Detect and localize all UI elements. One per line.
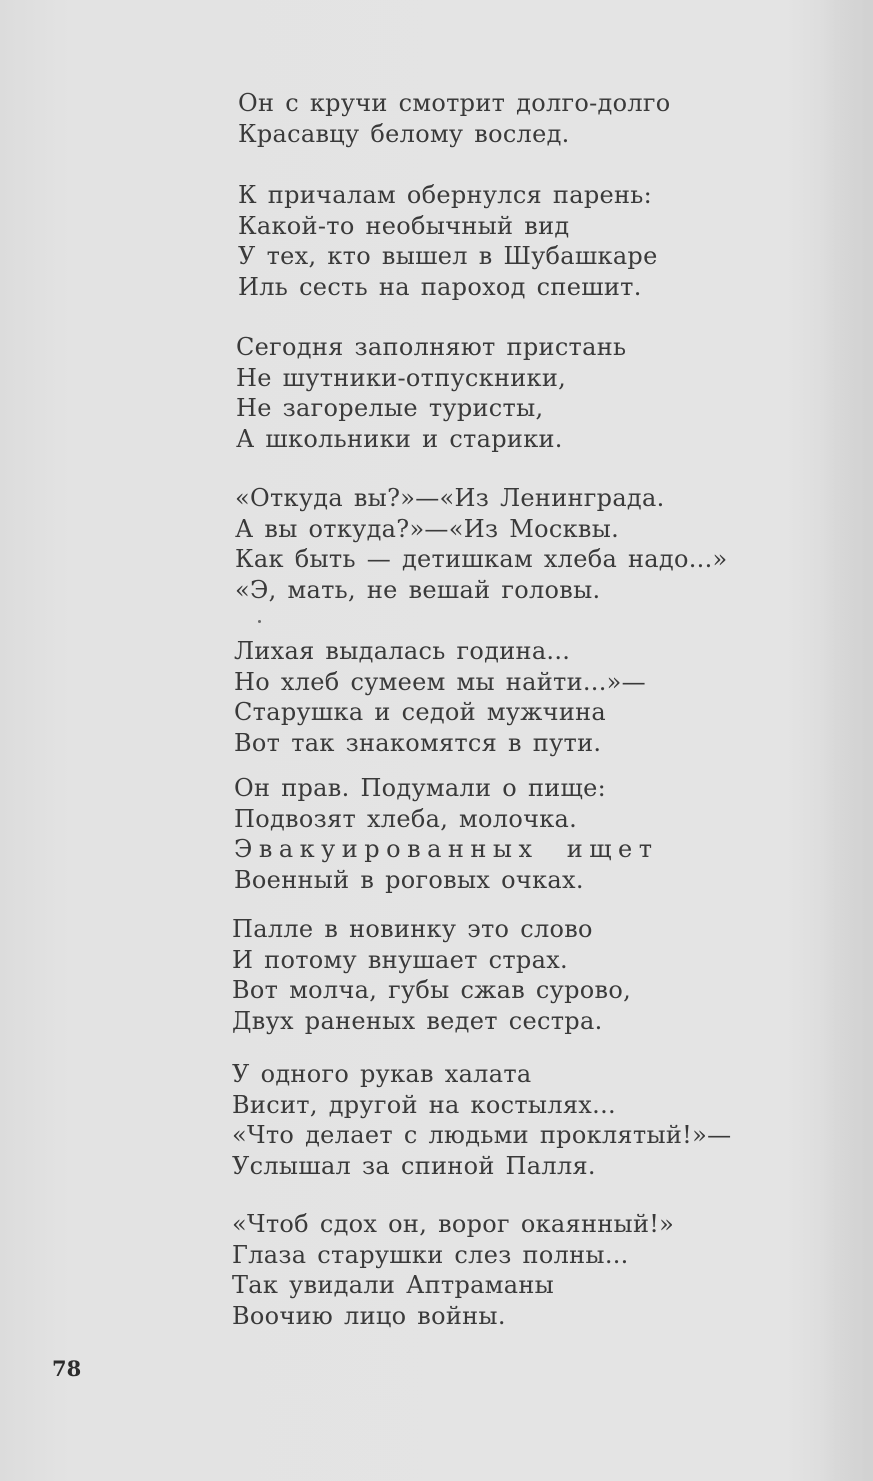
poem-line: Он с кручи смотрит долго-долго (238, 89, 671, 117)
stanza-5 (232, 636, 832, 758)
poem-line: Глаза старушки слез полны... (232, 1240, 629, 1269)
stanza-3 (232, 332, 832, 454)
poem-line: Так увидали Аптраманы (232, 1271, 555, 1299)
print-speck (258, 620, 261, 623)
stanza-9 (232, 1209, 832, 1331)
stanza-4 (232, 483, 832, 605)
poem-line: А школьники и старики. (236, 424, 563, 453)
poem-line: Но хлеб сумеем мы найти...»— (234, 667, 646, 696)
poem-line: Не шутники-отпускники, (236, 363, 567, 392)
poem-line: Красавцу белому вослед. (238, 119, 570, 148)
poem-line: Как быть — детишкам хлеба надо...» (235, 545, 728, 573)
stanza-6 (232, 773, 832, 895)
poem-line: Не загорелые туристы, (236, 394, 544, 422)
stanza-2 (232, 180, 832, 302)
poem-line: Лихая выдалась година... (234, 637, 571, 665)
poem-line: Иль сесть на пароход спешит. (238, 272, 642, 301)
poem-line: К причалам обернулся парень: (238, 181, 653, 209)
poem-line: «Э, мать, не вешай головы. (235, 575, 601, 604)
poem-line: «Откуда вы?»—«Из Ленинграда. (235, 484, 665, 512)
poem-line: Сегодня заполняют пристань (236, 333, 627, 361)
stanza-8 (232, 1059, 832, 1181)
poem-line: Старушка и седой мужчина (234, 698, 607, 726)
poem-line: Эвакуированных ищет (234, 835, 659, 863)
poem-line: Какой-то необычный вид (238, 211, 570, 240)
poem-line: Он прав. Подумали о пище: (234, 774, 607, 802)
poem-line: «Чтоб сдох он, ворог окаянный!» (232, 1210, 675, 1238)
poem-line: «Что делает с людьми проклятый!»— (232, 1121, 732, 1149)
page-number: 78 (52, 1356, 82, 1381)
poem-line: Висит, другой на костылях... (232, 1090, 616, 1119)
poem-line: Двух раненых ведет сестра. (232, 1006, 603, 1035)
poem-line: И потому внушает страх. (232, 945, 568, 974)
poem-line: Военный в роговых очках. (234, 865, 584, 894)
stanza-1 (232, 88, 832, 149)
poem-line: Палле в новинку это слово (232, 915, 593, 943)
poem-line: У тех, кто вышел в Шубашкаре (238, 242, 658, 270)
poem-line: У одного рукав халата (232, 1060, 532, 1088)
poem-line: Вот так знакомятся в пути. (234, 728, 602, 757)
poem-line: Подвозят хлеба, молочка. (234, 804, 578, 833)
poem-line: Услышал за спиной Палля. (232, 1151, 596, 1180)
poem-line: А вы откуда?»—«Из Москвы. (235, 514, 620, 543)
poem-line: Воочию лицо войны. (232, 1301, 506, 1330)
poem-line: Вот молча, губы сжав сурово, (232, 976, 631, 1004)
stanza-7 (232, 914, 832, 1036)
